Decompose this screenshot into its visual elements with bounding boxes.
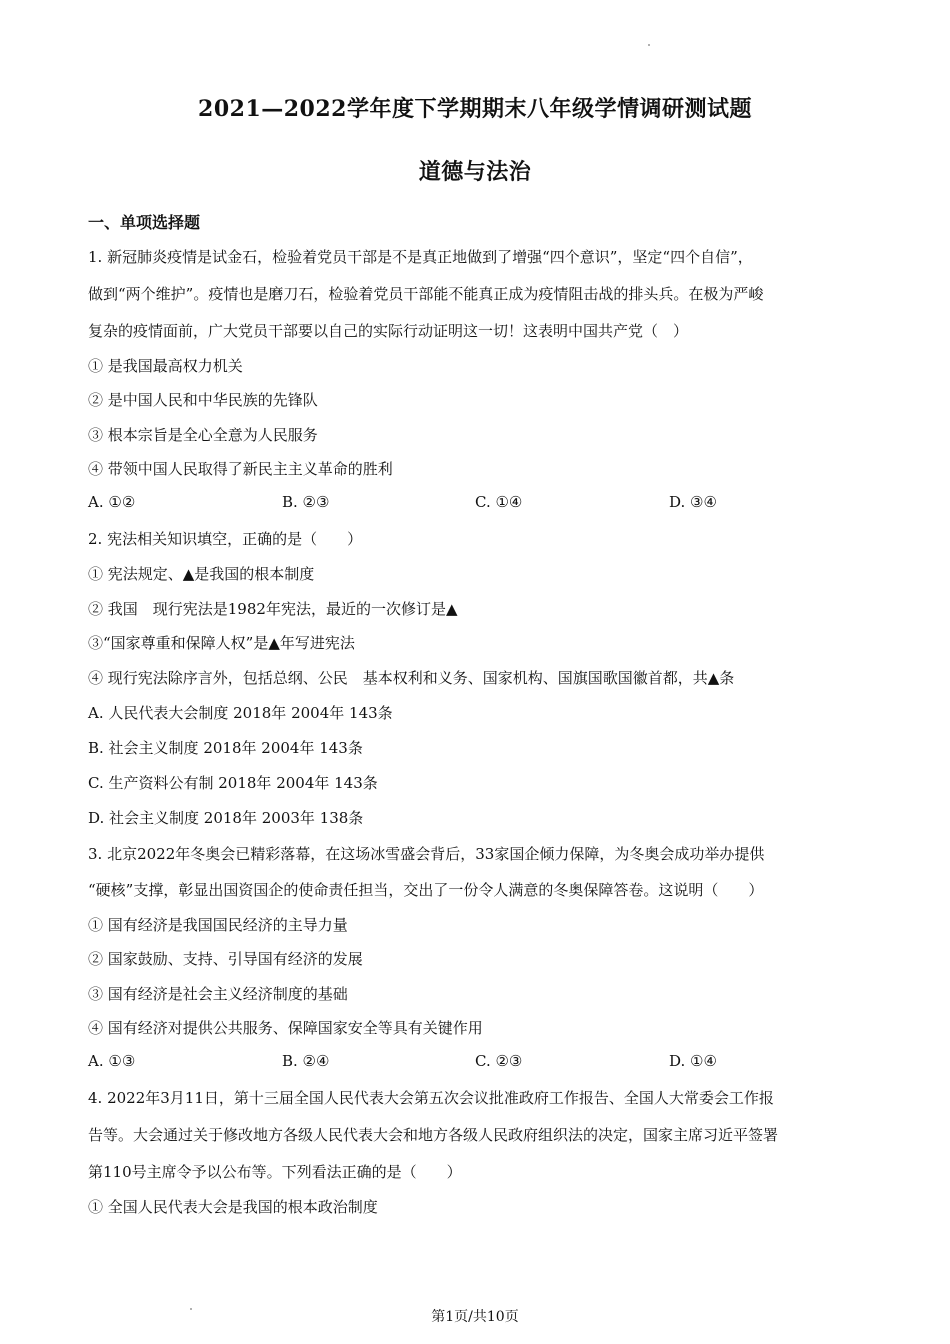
q3-option-c[interactable]: C. ②③ [475, 1052, 523, 1070]
exam-title: 2021—2022学年度下学期期末八年级学情调研测试题 [198, 96, 752, 122]
q4-stem-line: 4. 2022年3月11日，第十三届全国人民代表大会第五次会议批准政府工作报告、全国人大常委会工作报 [88, 1089, 774, 1107]
q2-option-a[interactable]: A. 人民代表大会制度 2018年 2004年 143条 [88, 704, 393, 722]
scan-speck [648, 44, 650, 46]
q3-item: ③ 国有经济是社会主义经济制度的基础 [88, 985, 348, 1003]
q3-stem-line: 3. 北京2022年冬奥会已精彩落幕，在这场冰雪盛会背后，33家国企倾力保障，为冬奥会成功举办提供 [88, 845, 765, 863]
q2-item: ④ 现行宪法除序言外，包括总纲、公民 基本权利和义务、国家机构、国旗国歌国徽首都，共▲条 [88, 669, 735, 687]
q3-stem-line: “硬核”支撑，彰显出国资国企的使命责任担当，交出了一份令人满意的冬奥保障答卷。这说明（ ） [88, 881, 764, 899]
q2-option-c[interactable]: C. 生产资料公有制 2018年 2004年 143条 [88, 774, 378, 792]
q3-item: ① 国有经济是我国国民经济的主导力量 [88, 916, 348, 934]
page-number: 第1页/共10页 [431, 1309, 519, 1325]
q1-item: ④ 带领中国人民取得了新民主主义革命的胜利 [88, 460, 393, 478]
subject-title: 道德与法治 [418, 159, 532, 185]
q3-option-d[interactable]: D. ①④ [669, 1052, 717, 1070]
q4-item: ① 全国人民代表大会是我国的根本政治制度 [88, 1198, 378, 1216]
q1-option-a[interactable]: A. ①② [88, 493, 136, 511]
q2-item: ② 我国 现行宪法是1982年宪法，最近的一次修订是▲ [88, 600, 458, 618]
q3-option-b[interactable]: B. ②④ [282, 1052, 330, 1070]
q1-item: ① 是我国最高权力机关 [88, 357, 243, 375]
q1-option-d[interactable]: D. ③④ [669, 493, 717, 511]
q2-item: ① 宪法规定、▲是我国的根本制度 [88, 565, 315, 583]
q3-option-a[interactable]: A. ①③ [88, 1052, 136, 1070]
q3-item: ② 国家鼓励、支持、引导国有经济的发展 [88, 950, 363, 968]
q2-item: ③“国家尊重和保障人权”是▲年写进宪法 [88, 634, 355, 652]
q1-item: ③ 根本宗旨是全心全意为人民服务 [88, 426, 318, 444]
q2-option-b[interactable]: B. 社会主义制度 2018年 2004年 143条 [88, 739, 363, 757]
q1-option-c[interactable]: C. ①④ [475, 493, 523, 511]
q1-stem-line: 复杂的疫情面前，广大党员干部要以自己的实际行动证明这一切！这表明中国共产党（ ） [88, 322, 689, 340]
q3-item: ④ 国有经济对提供公共服务、保障国家安全等具有关键作用 [88, 1019, 483, 1037]
q1-item: ② 是中国人民和中华民族的先锋队 [88, 391, 318, 409]
q2-stem: 2. 宪法相关知识填空，正确的是（ ） [88, 530, 363, 548]
q2-option-d[interactable]: D. 社会主义制度 2018年 2003年 138条 [88, 809, 364, 827]
q4-stem-line: 第110号主席令予以公布等。下列看法正确的是（ ） [88, 1163, 462, 1181]
q1-option-b[interactable]: B. ②③ [282, 493, 330, 511]
q1-stem-line: 做到“两个维护”。疫情也是磨刀石，检验着党员干部能不能真正成为疫情阻击战的排头兵。在极为严峻 [88, 285, 764, 303]
q4-stem-line: 告等。大会通过关于修改地方各级人民代表大会和地方各级人民政府组织法的决定，国家主席习近平签署 [88, 1126, 779, 1144]
q1-stem-line: 1. 新冠肺炎疫情是试金石，检验着党员干部是不是真正地做到了增强“四个意识”，坚定“四个自信”， [88, 248, 753, 266]
section-heading: 一、单项选择题 [88, 213, 201, 232]
